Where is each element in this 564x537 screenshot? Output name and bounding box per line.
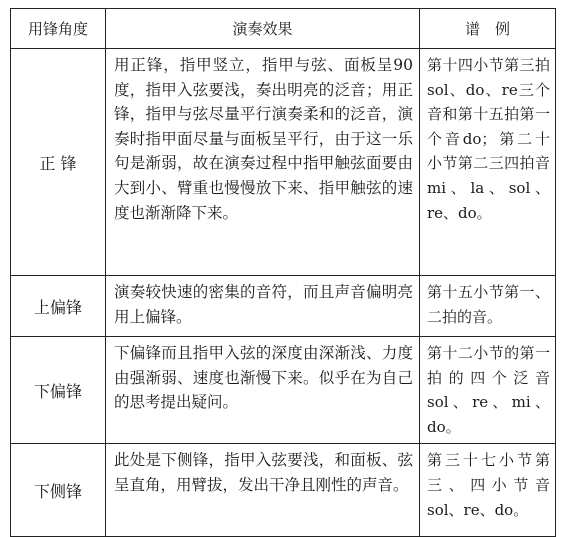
playing-technique-table	[10, 8, 556, 537]
example-cell: 第十五小节第一、二拍的音。	[420, 276, 556, 337]
example-cell: 第三十七小节第三、四小节音sol、re、do。	[420, 444, 556, 537]
table-row	[11, 444, 556, 537]
effect-cell: 用正锋，指甲竖立，指甲与弦、面板呈90度，指甲入弦要浅，奏出明亮的泛音；用正锋，指甲与弦尽量平行演奏柔和的泛音，演奏时指甲面尽量与面板呈平行，由于这一乐句是渐弱，故在演奏过程中指甲触弦面要由大到小、臂重也慢慢放下来、指甲触弦的速度也渐渐降下来。	[106, 49, 420, 276]
effect-cell: 演奏较快速的密集的音符，而且声音偏明亮用上偏锋。	[106, 276, 420, 337]
header-example: 谱 例	[420, 9, 556, 49]
table-row	[11, 337, 556, 444]
example-cell: 第十二小节的第一拍的四个泛音sol、re、mi、do。	[420, 337, 556, 444]
angle-cell: 下偏锋	[11, 337, 106, 444]
table-header-row	[11, 9, 556, 49]
effect-cell: 下偏锋而且指甲入弦的深度由深渐浅、力度由强渐弱、速度也渐慢下来。似乎在为自己的思考提出疑问。	[106, 337, 420, 444]
table-row	[11, 49, 556, 276]
angle-label: 正 锋	[39, 153, 77, 173]
table-row	[11, 276, 556, 337]
example-cell: 第十四小节第三拍sol、do、re三个音和第十五拍第一个音do；第二十小节第二三四拍音mi、la、sol、re、do。	[420, 49, 556, 276]
angle-cell: 下侧锋	[11, 444, 106, 537]
angle-cell: 上偏锋	[11, 276, 106, 337]
effect-cell: 此处是下侧锋，指甲入弦要浅，和面板、弦呈直角，用臂拔，发出干净且刚性的声音。	[106, 444, 420, 537]
header-effect: 演奏效果	[106, 9, 420, 49]
angle-cell	[11, 49, 106, 276]
header-angle: 用锋角度	[11, 9, 106, 49]
